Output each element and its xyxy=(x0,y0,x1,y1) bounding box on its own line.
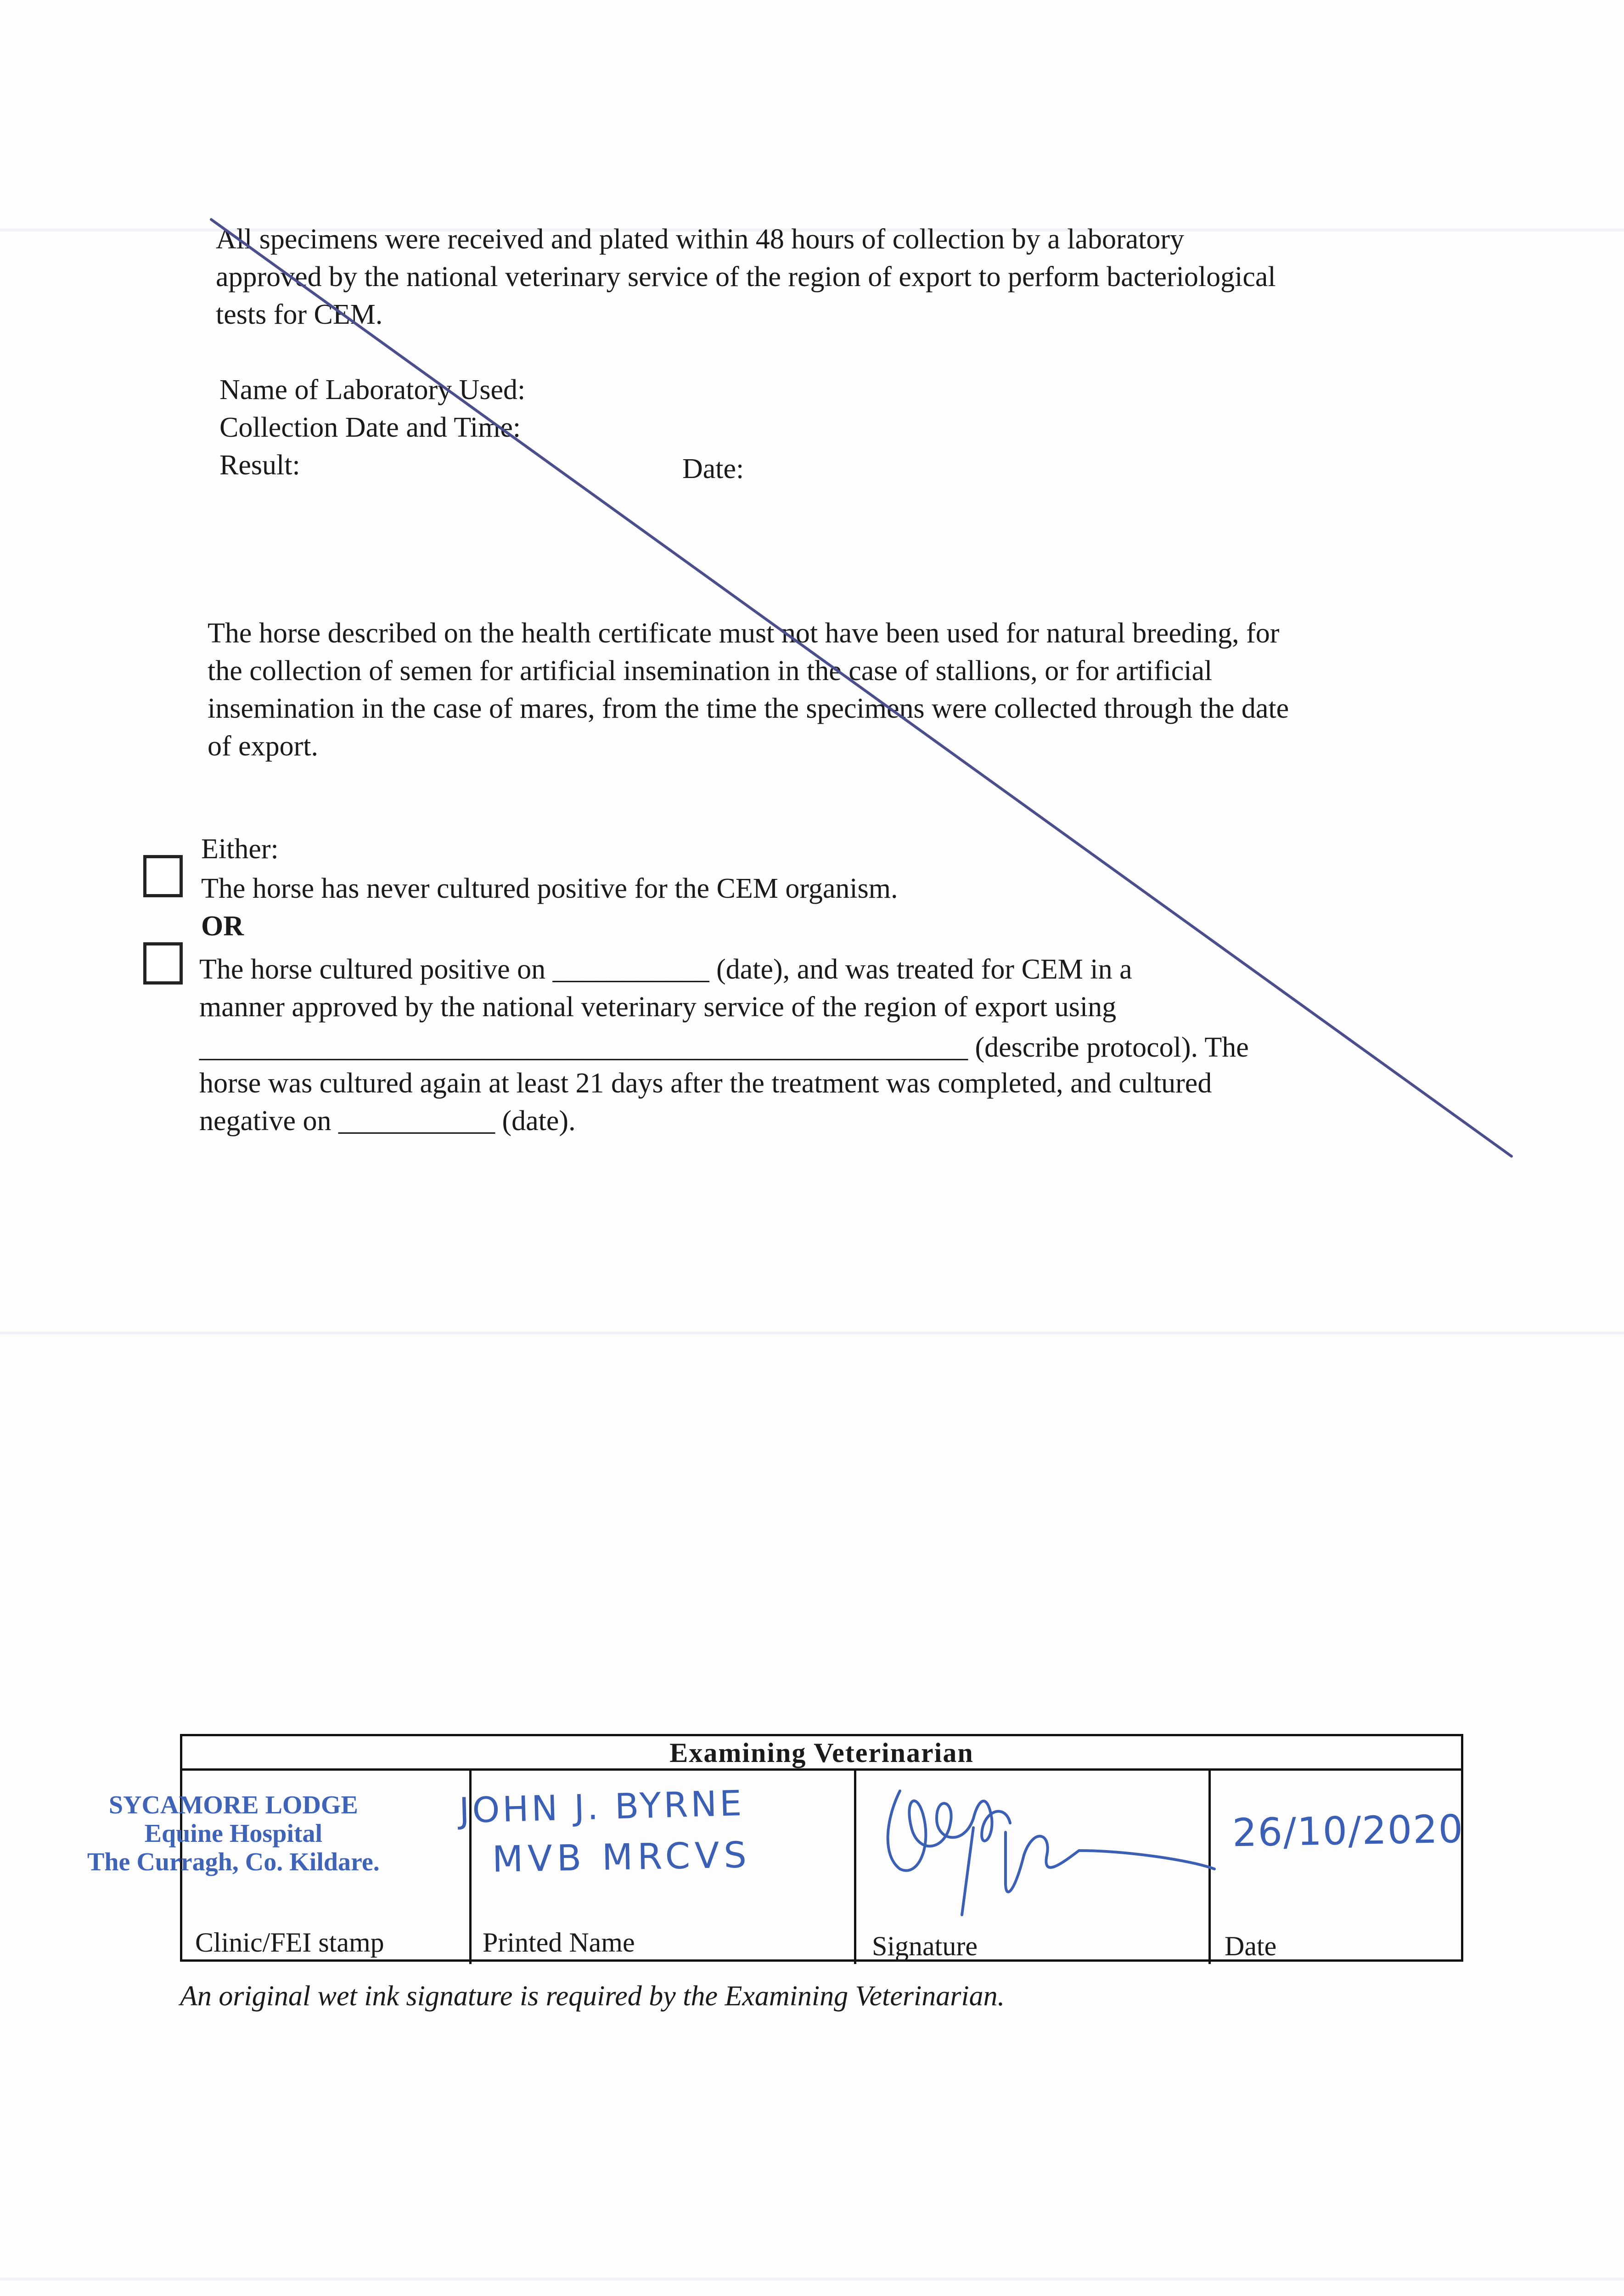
breeding-line-4: of export. xyxy=(208,731,319,762)
lab-name-label: Name of Laboratory Used: xyxy=(219,374,526,405)
cem-para-line-3: tests for CEM. xyxy=(216,299,383,330)
handwritten-date: 26/10/2020 xyxy=(1232,1806,1464,1856)
result-label: Result: xyxy=(219,450,300,481)
wet-ink-note: An original wet ink signature is required by the Examining Veterinarian. xyxy=(180,1981,1005,2012)
stamp-line-3: The Curragh, Co. Kildare. xyxy=(87,1848,380,1876)
stamp-line-1: SYCAMORE LODGE xyxy=(108,1791,358,1819)
stamp-line-2: Equine Hospital xyxy=(144,1819,323,1848)
option2-line-1: The horse cultured positive on ___________ (date), and was treated for CEM in a xyxy=(199,954,1132,985)
collection-date-label: Collection Date and Time: xyxy=(219,412,521,443)
date-cell xyxy=(1208,1771,1463,1964)
clinic-stamp xyxy=(87,1791,380,1876)
breeding-line-2: the collection of semen for artificial insemination in the case of stallions, or for artificial xyxy=(208,655,1213,687)
option2-line-3: ______________________________________________________ (describe protocol). The xyxy=(199,1032,1249,1063)
examining-vet-title: Examining Veterinarian xyxy=(182,1736,1461,1771)
handwritten-name: JOHN J. BYRNE xyxy=(458,1782,745,1831)
option2-line-5: negative on ___________ (date). xyxy=(199,1105,576,1137)
cem-para-line-2: approved by the national veterinary service of the region of export to perform bacteriological xyxy=(216,261,1276,293)
cem-para-line-1: All specimens were received and plated within 48 hours of collection by a laboratory xyxy=(216,224,1185,255)
result-date-label: Date: xyxy=(682,453,744,484)
breeding-line-1: The horse described on the health certificate must not have been used for natural breeding, for xyxy=(208,618,1280,649)
either-label: Either: xyxy=(201,833,279,865)
option2-line-2: manner approved by the national veterinary service of the region of export using xyxy=(199,991,1117,1023)
handwritten-credentials: MVB MRCVS xyxy=(492,1835,752,1880)
signature-scribble xyxy=(868,1763,1217,1938)
option2-line-4: horse was cultured again at least 21 days after the treatment was completed, and cultured xyxy=(199,1068,1212,1099)
or-label: OR xyxy=(201,911,244,942)
option1-text: The horse has never cultured positive for the CEM organism. xyxy=(201,873,898,904)
stamp-label: Clinic/FEI stamp xyxy=(195,1927,384,1958)
breeding-line-3: insemination in the case of mares, from the time the specimens were collected through the date xyxy=(208,693,1289,724)
date-label: Date xyxy=(1225,1931,1277,1961)
printed-name-label: Printed Name xyxy=(483,1927,635,1958)
signature-label: Signature xyxy=(872,1931,978,1961)
